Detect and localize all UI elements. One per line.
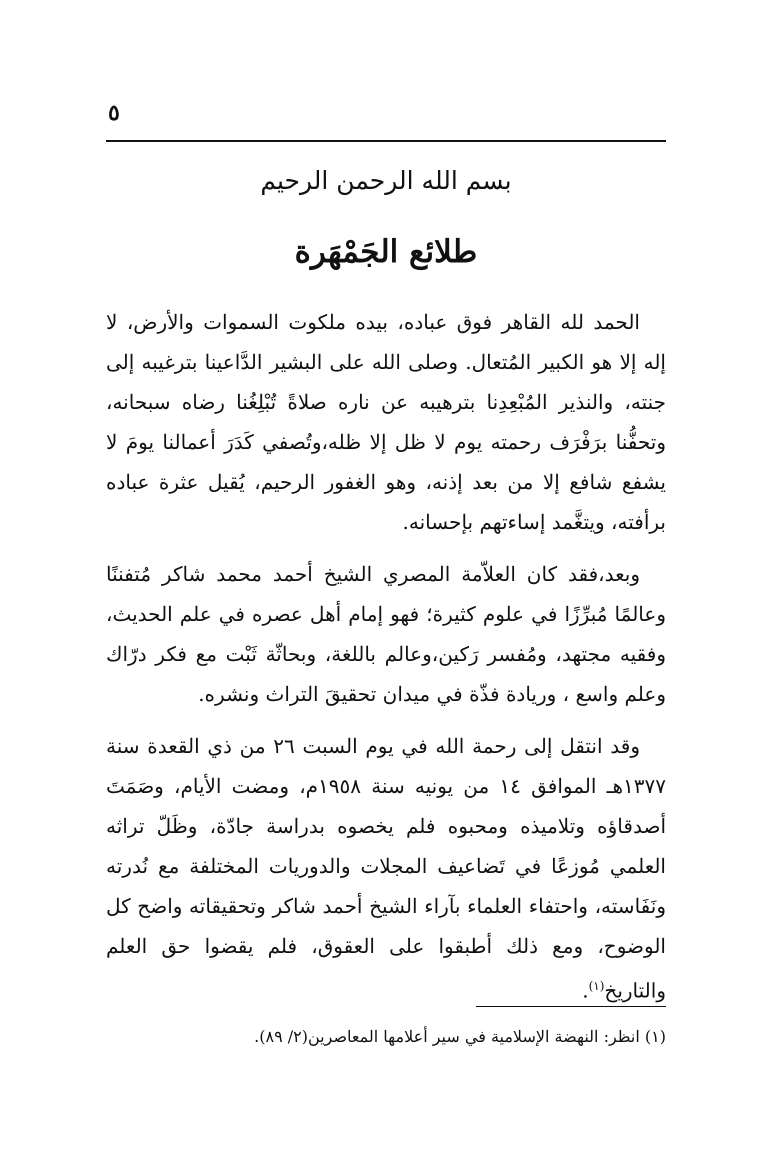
page-number: ٥ (108, 100, 120, 126)
paragraph-opening: الحمد لله القاهر فوق عباده، بيده ملكوت السموات والأرض، لا إله إلا هو الكبير المُتعال. وصلى الله على البشير الدَّاعينا بترغيبه إلى جنته، والنذير المُبْعِدِنا بترهيبه عن ناره صلاةً تُبْلِغُنا رضاه سبحانه، وتحفُّنا برَفْرَف رحمته يوم لا ظل إلا ظله،وتُصفي كَدَرَ أعمالنا يومَ لا يشفع شافع إلا من بعد إذنه، وهو الغفور الرحيم، يُقيل عثرة عباده برأفته، ويتغَّمد إساءتهم بإحسانه. (106, 310, 666, 534)
paragraph-death-end: . (582, 978, 589, 1003)
paragraph-death-text: وقد انتقل إلى رحمة الله في يوم السبت ٢٦ من ذي القعدة سنة ١٣٧٧هـ الموافق ١٤ من يونيه سنة ١٩٥٨م، ومضت الأيام، وصَمَتَ أصدقاؤه وتلاميذه ومحبوه فلم يخصوه بدراسة جادّة، وظَلّ تراثه العلمي مُوزعًا في تَضاعيف المجلات والدوريات المختلفة مع نُدرته ونَفَاسته، واحتفاء العلماء بآراء الشيخ أحمد شاكر وتحقيقاته واضح كل الوضوح، ومع ذلك أطبقوا على العقوق، فلم يقضوا حق العلم والتاريخ (106, 734, 666, 1003)
footnote-reference: (١) (588, 979, 605, 993)
body-text (106, 302, 666, 1023)
paragraph-biography: وبعد،فقد كان العلاّمة المصري الشيخ أحمد محمد شاكر مُتفننًا وعالمًا مُبرِّزًا في علوم كثيرة؛ فهو إمام أهل عصره في علم الحديث، وفقيه مجتهد، ومُفسر رَكين،وعالم باللغة، وبحاثّة ثَبْت مع فكر درّاك وعلم واسع ، وريادة فذّة في ميدان تحقيقَ التراث ونشره. (106, 562, 666, 706)
page-title: طلائع الجَمْهَرة (294, 234, 478, 270)
header-rule (106, 140, 666, 142)
basmala: بسم الله الرحمن الرحيم (260, 166, 512, 195)
footnote: (١) انظر: النهضة الإسلامية في سير أعلامها المعاصرين(٢/ ٨٩). (254, 1027, 666, 1046)
paragraph-death (106, 726, 666, 1011)
footnote-rule (476, 1006, 666, 1007)
